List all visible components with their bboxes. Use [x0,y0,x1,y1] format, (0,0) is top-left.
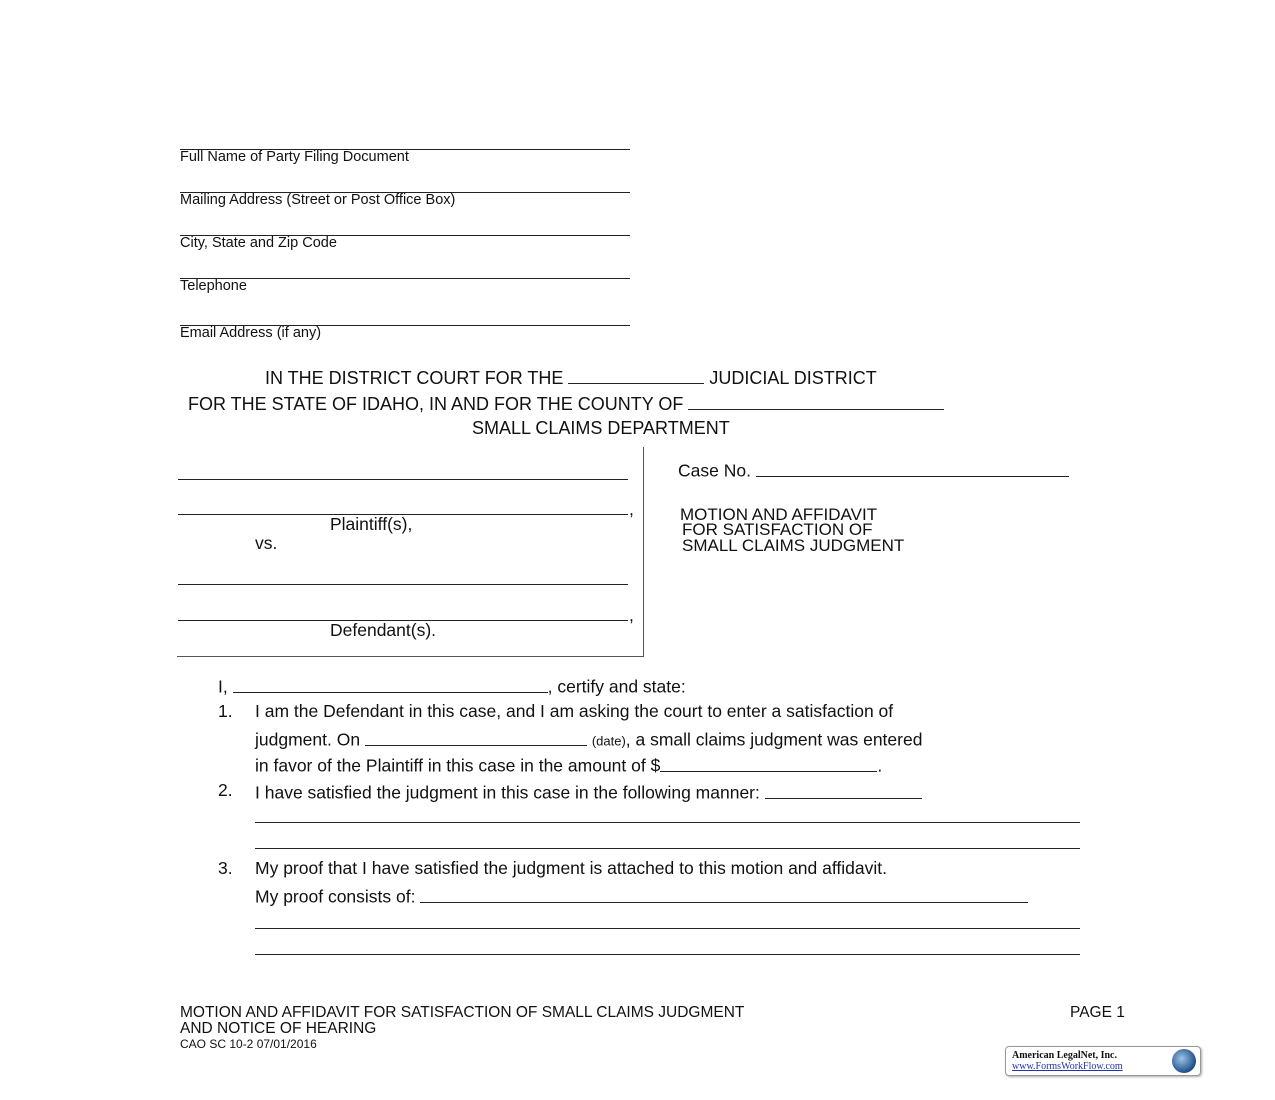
intro-statement [218,674,686,698]
full-name-label: Full Name of Party Filing Document [180,149,409,165]
plaintiff-label: Plaintiff(s), [330,514,413,534]
item-2-line-1 [255,780,922,804]
judgment-date-blank[interactable] [365,727,587,746]
telephone-label: Telephone [180,278,247,294]
court-heading-text: IN THE DISTRICT COURT FOR THE [265,368,564,388]
affiant-name-blank[interactable] [233,674,548,693]
footer-title-1: MOTION AND AFFIDAVIT FOR SATISFACTION OF SMALL CLAIMS JUDGMENT [180,1004,745,1021]
city-state-zip-label: City, State and Zip Code [180,235,337,251]
case-number-row [678,458,1069,482]
mailing-address-label: Mailing Address (Street or Post Office Box) [180,192,456,208]
defendant-comma: , [629,605,634,625]
judgment-amount-blank[interactable] [660,753,877,772]
page-number: PAGE 1 [1070,1004,1125,1021]
county-text: FOR THE STATE OF IDAHO, IN AND FOR THE COUNTY OF [188,394,684,414]
item-1-amount-text: in favor of the Plaintiff in this case in the amount of $ [255,755,661,776]
proof-blank-2[interactable] [255,928,1080,929]
item-1-number: 1. [218,701,233,721]
document-title-2: FOR SATISFACTION OF [682,520,873,539]
form-code: CAO SC 10-2 07/01/2016 [180,1037,317,1051]
defendant-label: Defendant(s). [330,620,437,640]
item-1-entered: , a small claims judgment was entered [625,729,923,750]
county-blank[interactable] [688,391,944,410]
item-2-number: 2. [218,780,233,800]
manner-blank-1[interactable] [765,780,922,799]
caption-divider [643,447,644,657]
logo-company-name: American LegalNet, Inc. [1012,1050,1117,1061]
intro-certify: , certify and state: [547,676,686,697]
judicial-district-blank[interactable] [568,365,704,384]
manner-blank-3[interactable] [255,848,1080,849]
intro-i: I, [218,676,228,697]
case-number-blank[interactable] [756,458,1069,477]
court-heading-line2 [188,391,944,415]
court-department: SMALL CLAIMS DEPARTMENT [472,418,730,438]
item-1-on: judgment. On [255,729,361,750]
defendant-name-line-1[interactable] [178,584,628,585]
proof-blank-3[interactable] [255,954,1080,955]
item-1-line-3 [255,753,882,777]
globe-icon [1172,1049,1196,1073]
case-number-label: Case No. [678,460,751,481]
item-1-line-2 [255,727,922,751]
date-hint: (date) [591,733,626,749]
item-1-line-1: I am the Defendant in this case, and I am asking the court to enter a satisfaction of [255,701,894,721]
court-heading-line1 [265,365,877,389]
manner-blank-2[interactable] [255,822,1080,823]
item-3-line-1: My proof that I have satisfied the judgment is attached to this motion and affidavit. [255,858,887,878]
proof-blank-1[interactable] [420,884,1028,903]
plaintiff-name-line-1[interactable] [178,479,628,480]
item-1-period: . [877,755,883,776]
american-legalnet-logo[interactable] [1005,1046,1201,1076]
document-title-3: SMALL CLAIMS JUDGMENT [682,536,905,555]
footer-title-2: AND NOTICE OF HEARING [180,1020,377,1037]
caption-bottom-border [177,656,644,657]
logo-url-link[interactable]: www.FormsWorkFlow.com [1012,1061,1123,1072]
judicial-district-text: JUDICIAL DISTRICT [709,368,877,388]
plaintiff-comma: , [629,499,634,519]
vs-label: vs. [255,533,278,553]
item-3-proof-text: My proof consists of: [255,886,416,907]
email-label: Email Address (if any) [180,325,322,341]
document-title-1: MOTION AND AFFIDAVIT [680,505,878,524]
telephone-line[interactable] [180,278,630,279]
item-3-line-2 [255,884,1028,908]
item-3-number: 3. [218,858,233,878]
item-2-text: I have satisfied the judgment in this case in the following manner: [255,782,760,803]
